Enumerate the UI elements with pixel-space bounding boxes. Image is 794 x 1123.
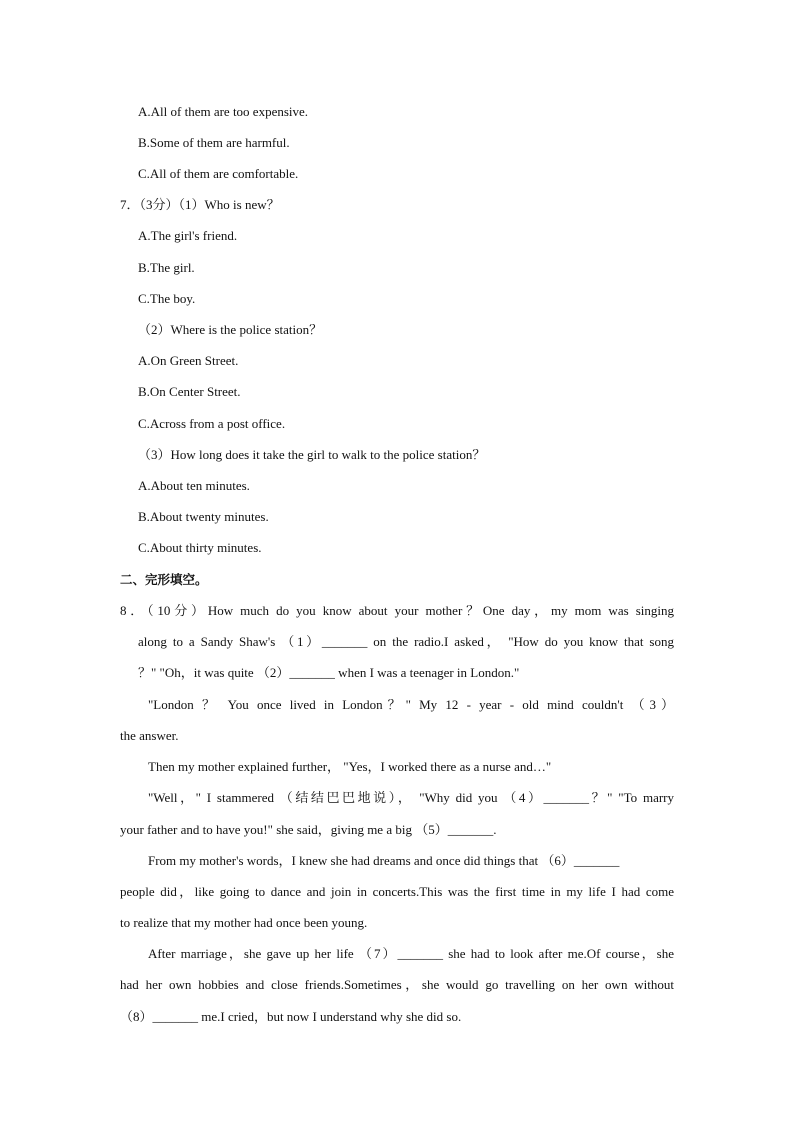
q8-line: （8）_______ me.I cried，but now I understand why she did so. <box>120 1009 462 1024</box>
q8-line: to realize that my mother had once been young. <box>120 915 368 930</box>
q8-line: along to a Sandy Shaw's （1）_______ on the radio.I asked， "How do you know that song <box>138 634 674 649</box>
q7-2-question: （2）Where is the police station？ <box>138 322 323 337</box>
q7-3-question: （3）How long does it take the girl to walk to the police station？ <box>138 447 486 462</box>
q7-3-option-c: C.About thirty minutes. <box>138 540 262 555</box>
q8-line: ？" "Oh，it was quite （2）_______ when I was a teenager in London." <box>138 665 520 680</box>
q8-line: your father and to have you!" she said，giving me a big （5）_______. <box>120 822 497 837</box>
q7-1-option-a: A.The girl's friend. <box>138 228 238 243</box>
section-title: 二、完形填空。 <box>120 572 208 587</box>
q7-2-option-a: A.On Green Street. <box>138 353 239 368</box>
q7-1-option-b: B.The girl. <box>138 260 195 275</box>
q8-line: From my mother's words，I knew she had dreams and once did things that （6）_______ <box>148 853 620 868</box>
q7-3-option-b: B.About twenty minutes. <box>138 509 269 524</box>
q7-header: 7．（3分）（1）Who is new？ <box>120 197 280 212</box>
q8-line: had her own hobbies and close friends.Sometimes，she would go travelling on her own without <box>120 977 674 992</box>
q6-option-b: B.Some of them are harmful. <box>138 135 290 150</box>
q8-line: Then my mother explained further， "Yes，I worked there as a nurse and…" <box>148 759 552 774</box>
q7-2-option-b: B.On Center Street. <box>138 384 241 399</box>
q7-2-option-c: C.Across from a post office. <box>138 416 286 431</box>
q6-option-a: A.All of them are too expensive. <box>138 104 309 119</box>
q7-1-option-c: C.The boy. <box>138 291 196 306</box>
q8-line: the answer. <box>120 728 179 743</box>
q8-line: After marriage，she gave up her life （7）_______ she had to look after me.Of course，she <box>148 946 674 961</box>
q6-option-c: C.All of them are comfortable. <box>138 166 299 181</box>
q7-3-option-a: A.About ten minutes. <box>138 478 250 493</box>
q8-line: "Well，" I stammered （结结巴巴地说）， "Why did you （4）_______？" "To marry <box>148 790 674 805</box>
q8-line: people did，like going to dance and join in concerts.This was the first time in my life I had come <box>120 884 674 899</box>
q8-line: "London ？ You once lived in London？" My 12 - year - old mind couldn't （3） <box>148 697 674 712</box>
q8-line: 8．（10分）How much do you know about your mother？One day，my mom was singing <box>120 603 674 618</box>
